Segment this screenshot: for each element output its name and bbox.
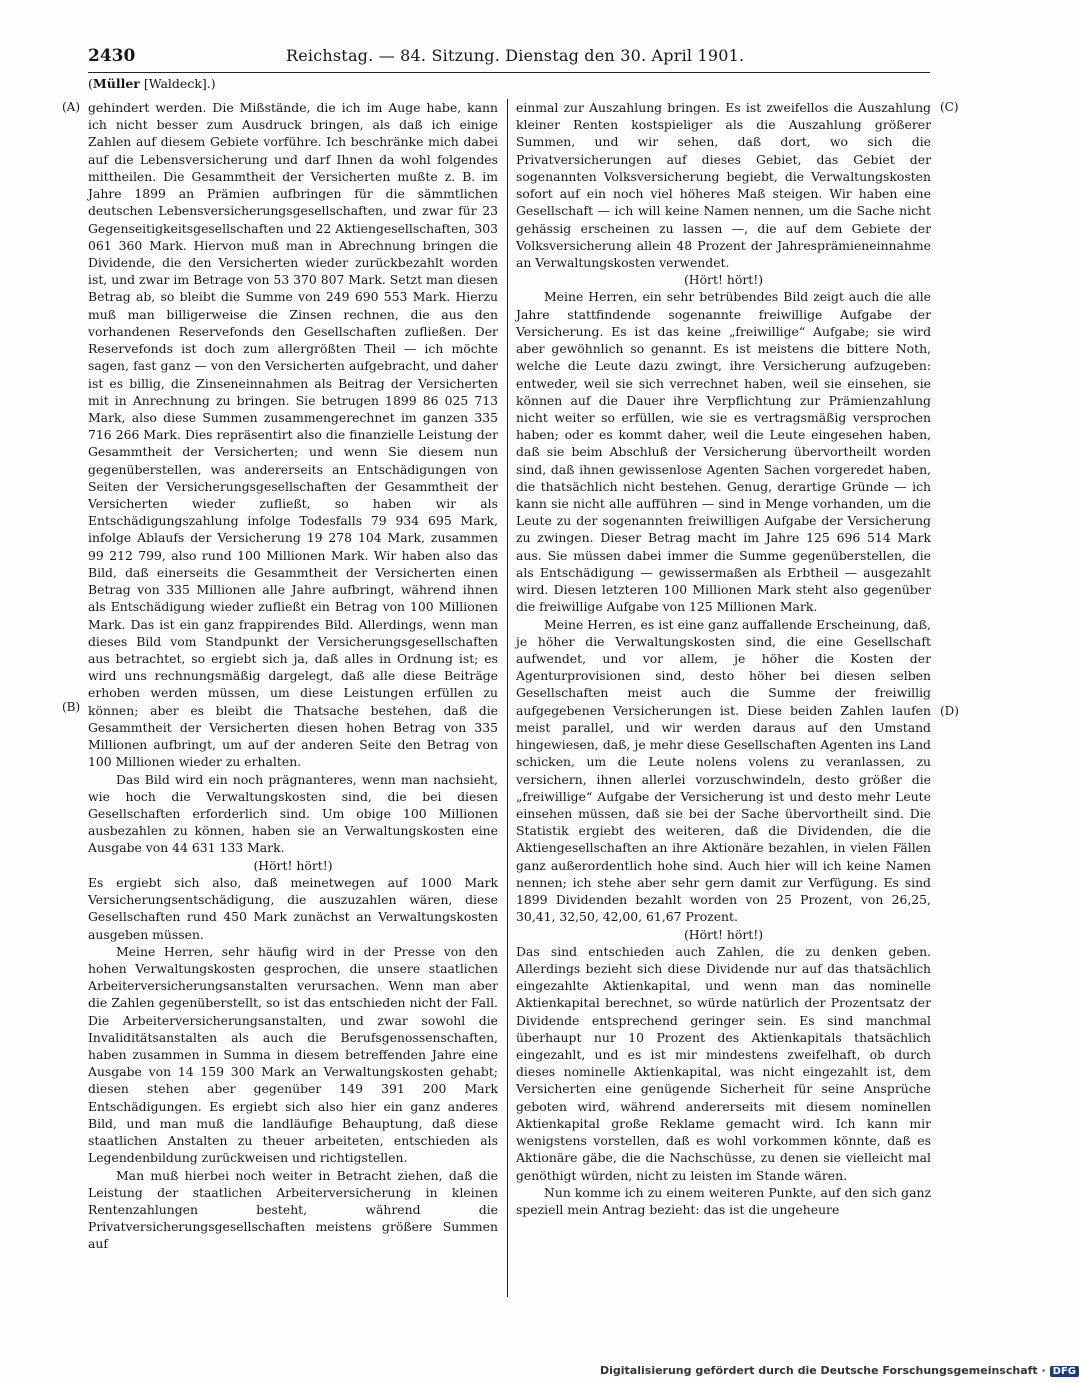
page-number: 2430 [88,46,136,66]
paragraph: Meine Herren, ein sehr betrübendes Bild zeigt auch die alle Jahre stattfindende sogenannte freiwillige Aufgabe der Versicherung. Es ist das keine „freiwillige“ Aufgabe; sie wird aber gewöhnlich so genannt. Es ist meistens die bittere Noth, welche die Leute dazu zwingt, ihre Versicherung aufzugeben: entweder, weil sie sich verrechnet haben, weil sie einsehen, sie können auf die Dauer ihre Verpflichtung zur Prämienzahlung nicht weiter so erfüllen, wie sie es vertragsmäßig versprochen haben; oder es kommt daher, weil die Leute eingesehen haben, daß sie beim Abschluß der Versicherung übervortheilt worden sind, daß ihnen gewissenlose Agenten Sachen vorgeredet haben, die thatsächlich nicht bestehen. Genug, derartige Gründe — ich kann sie nicht alle aufführen — sind in Menge vorhanden, um die Leute zu der sogenannten freiwilligen Aufgabe der Versicherung zu zwingen. Dieser Betrag macht im Jahre 125 696 514 Mark aus. Sie müssen dabei immer die Summe gegenüberstellen, die als Entschädigung — gewissermaßen als Erbtheil — ausgezahlt wird. Diesen letzteren 100 Millionen Mark steht also gegenüber die freiwillige Aufgabe von 125 Millionen Mark. [516,289,931,615]
interjection: (Hört! hört!) [683,272,764,288]
interjection: (Hört! hört!) [683,926,764,942]
paragraph: Es ergiebt sich also, daß meinetwegen auf 1000 Mark Versicherungsentschädigung, die auszuzahlen wären, diese Gesellschaften rund 450 Mark zunächst an Verwaltungskosten ausgeben müssen. [88,874,498,942]
paragraph: Man muß hierbei noch weiter in Betracht ziehen, daß die Leistung der staatlichen Arbeiterversicherung in kleinen Rentenzahlungen besteht, während die Privatversicherungsgesellschaften meistens größere Summen auf [88,1167,498,1252]
paragraph: Meine Herren, es ist eine ganz auffallende Erscheinung, daß, je höher die Verwaltungskosten sind, die eine Gesellschaft aufwendet, und vor allem, je höher die Kosten der Agenturprovisionen sind, desto höher bei diesen selben Gesellschaften meist auch die Summe der freiwillig aufgegebenen Versicherungen ist. Diese beiden Zahlen laufen meist parallel, und wir werden daraus auf den Umstand hingewiesen, daß, je mehr diese Gesellschaften Agenten ins Land schicken, um die Leute nolens volens zu veranlassen, zu versichern, ihnen allerlei vorzuschwindeln, desto größer die „freiwillige“ Aufgabe der Versicherung ist und desto mehr Leute einsehen müssen, daß sie bei der Sache übervortheilt sind. Die Statistik ergiebt des weiteren, daß die Dividenden, die die Aktiengesellschaften an ihre Aktionäre bezahlen, in vielen Fällen ganz außerordentlich hohe sind. Auch hier will ich keine Namen nennen; ich stehe aber sehr gern damit zur Verfügung. Es sind 1899 Dividenden bezahlt worden von 25 Prozent, von 26,25, 30,41, 32,50, 42,00, 61,67 Prozent. [516,616,931,925]
right-column [516,99,931,1218]
speaker-name: Müller [92,76,140,91]
paragraph: Nun komme ich zu einem weiteren Punkte, auf den sich ganz speziell mein Antrag bezieht: das ist die ungeheure [516,1184,931,1217]
footer-credit [600,1364,1079,1377]
interjection: (Hört! hört!) [253,857,333,873]
paragraph: einmal zur Auszahlung bringen. Es ist zweifellos die Auszahlung kleiner Renten kostspieliger als die Auszahlung größerer Summen, und wir sehen, daß dort, wo sich die Privatversicherungen auf dieses Gebiet, das Gebiet der sogenannten Volksversicherung begiebt, die Verwaltungskosten sofort auf ein noch viel höheres Maß steigen. Wir haben eine Gesellschaft — ich will keine Namen nennen, um die Sache nicht gehässig erscheinen zu lassen —, die auf dem Gebiete der Volksversicherung allein 48 Prozent der Jahresprämieneinnahme an Verwaltungskosten verwendet. [516,100,931,270]
margin-mark-d: (D) [940,704,959,718]
speaker-district: [Waldeck].) [143,76,216,91]
dfg-logo: DFG [1050,1366,1079,1377]
margin-mark-c: (C) [940,100,959,114]
speaker-prefix: ( [88,76,93,91]
left-column [88,99,498,1253]
running-title: Reichstag. — 84. Sitzung. Dienstag den 30. April 1901. [286,46,745,65]
speaker-line [88,76,216,91]
header-rule [88,72,930,73]
margin-mark-b: (B) [62,700,81,714]
margin-mark-a: (A) [62,100,81,114]
paragraph: Das Bild wird ein noch prägnanteres, wenn man nachsieht, wie hoch die Verwaltungskosten sind, die bei diesen Gesellschaften erforderlich sind. Um obige 100 Millionen ausbezahlen zu können, haben sie an Verwaltungskosten eine Ausgabe von 44 631 133 Mark. [88,771,498,856]
paragraph: gehindert werden. Die Mißstände, die ich im Auge habe, kann ich nicht besser zum Ausdruck bringen, als daß ich einige Zahlen auf diesem Gebiete vorführe. Ich beschränke mich dabei auf die Lebensversicherung und darf Ihnen da wohl folgendes mittheilen. Die Gesammtheit der Versicherten mußte z. B. im Jahre 1899 an Prämien aufbringen für die sämmtlichen deutschen Lebensversicherungsgesellschaften, und zwar für 23 Gegenseitigkeitsgesellschaften und 22 Aktiengesellschaften, 303 061 360 Mark. Hiervon muß man in Abrechnung bringen die Dividende, die den Versicherten wieder zurückbezahlt worden ist, und zwar im Betrage von 53 370 807 Mark. Setzt man diesen Betrag ab, so bleibt die Summe von 249 690 553 Mark. Hierzu muß man billigerweise die Zinsen rechnen, die aus den vorhandenen Reservefonds den Gesellschaften zufließen. Der Reservefonds ist doch zum allergrößten Theil — ich möchte sagen, fast ganz — von den Versicherten aufgebracht, und daher ist es billig, die Zinseneinnahmen als Beitrag der Versicherten mit in Anrechnung zu bringen. Sie betrugen 1899 86 025 713 Mark, also diese Summen zusammengerechnet im ganzen 335 716 266 Mark. Dies repräsentirt also die finanzielle Leistung der Gesammtheit der Versicherten; und wenn Sie diesem nun gegenüberstellen, was andererseits an Entschädigungen von Seiten der Versicherungsgesellschaften der Gesammtheit der Versicherten wieder zufließt, so haben wir als Entschädigungszahlung infolge Todesfalls 79 934 695 Mark, infolge Ablaufs der Versicherung 19 278 104 Mark, zusammen 99 212 799, also rund 100 Millionen Mark. Wir haben also das Bild, daß einerseits die Gesammtheit der Versicherten einen Betrag von 335 Millionen alle Jahre aufbringt, während ihnen als Entschädigung wieder zufließt ein Betrag von 100 Millionen Mark. Das ist ein ganz frappirendes Bild. Allerdings, wenn man dieses Bild vom Standpunkt der Versicherungsgesellschaften aus betrachtet, so ergiebt sich ja, daß alles in Ordnung ist; es wird uns rechnungsmäßig dargelegt, daß alle diese Beiträge erhoben werden müssen, um diese Leistungen erfüllen zu können; aber es bleibt die Thatsache bestehen, daß die Gesammtheit der Versicherten diesen hohen Betrag von 335 Millionen aufbringt, um auf der anderen Seite den Betrag von 100 Millionen wieder zu erhalten. [88,100,498,770]
paragraph: Das sind entschieden auch Zahlen, die zu denken geben. Allerdings bezieht sich diese Dividende nur auf das thatsächlich eingezahlte Aktienkapital, und wenn man das nominelle Aktienkapital berechnet, so würde natürlich der Prozentsatz der Dividende entsprechend geringer sein. Es sind manchmal überhaupt nur 10 Prozent des Aktienkapitals thatsächlich eingezahlt, und es ist mir mindestens zweifelhaft, ob durch dieses nominelle Aktienkapital, was nicht eingezahlt ist, dem Versicherten eine genügende Sicherheit für seine Ansprüche geboten wird, während andererseits mit diesem nominellen Aktienkapital große Reklame gemacht wird. Ich kann mir wenigstens vorstellen, daß es wohl vorkommen könnte, daß es Aktionäre gäbe, die die Nachschüsse, zu denen sie vielleicht mal genöthigt würden, nicht zu leisten im Stande wären. [516,943,931,1183]
footer-text: Digitalisierung gefördert durch die Deutsche Forschungsgemeinschaft · [600,1364,1046,1377]
column-divider [507,99,508,1297]
page-header [88,46,930,72]
paragraph: Meine Herren, sehr häufig wird in der Presse von den hohen Verwaltungskosten gesprochen, die unsere staatlichen Arbeiterversicherungsanstalten verursachen. Wenn man aber die Zahlen gegenüberstellt, so ist das entschieden nicht der Fall. Die Arbeiterversicherungsanstalten, und zwar sowohl die Invaliditätsanstalten als auch die Berufsgenossenschaften, haben zusammen in Summa in diesem betreffenden Jahre eine Ausgabe von 14 159 300 Mark an Verwaltungskosten gehabt; diesen stehen aber gegenüber 149 391 200 Mark Entschädigungen. Es ergiebt sich also hier ein ganz anderes Bild, und man muß die landläufige Behauptung, daß diese staatlichen Anstalten zu theuer arbeiteten, entschieden als Legendenbildung zurückweisen und richtigstellen. [88,943,498,1166]
